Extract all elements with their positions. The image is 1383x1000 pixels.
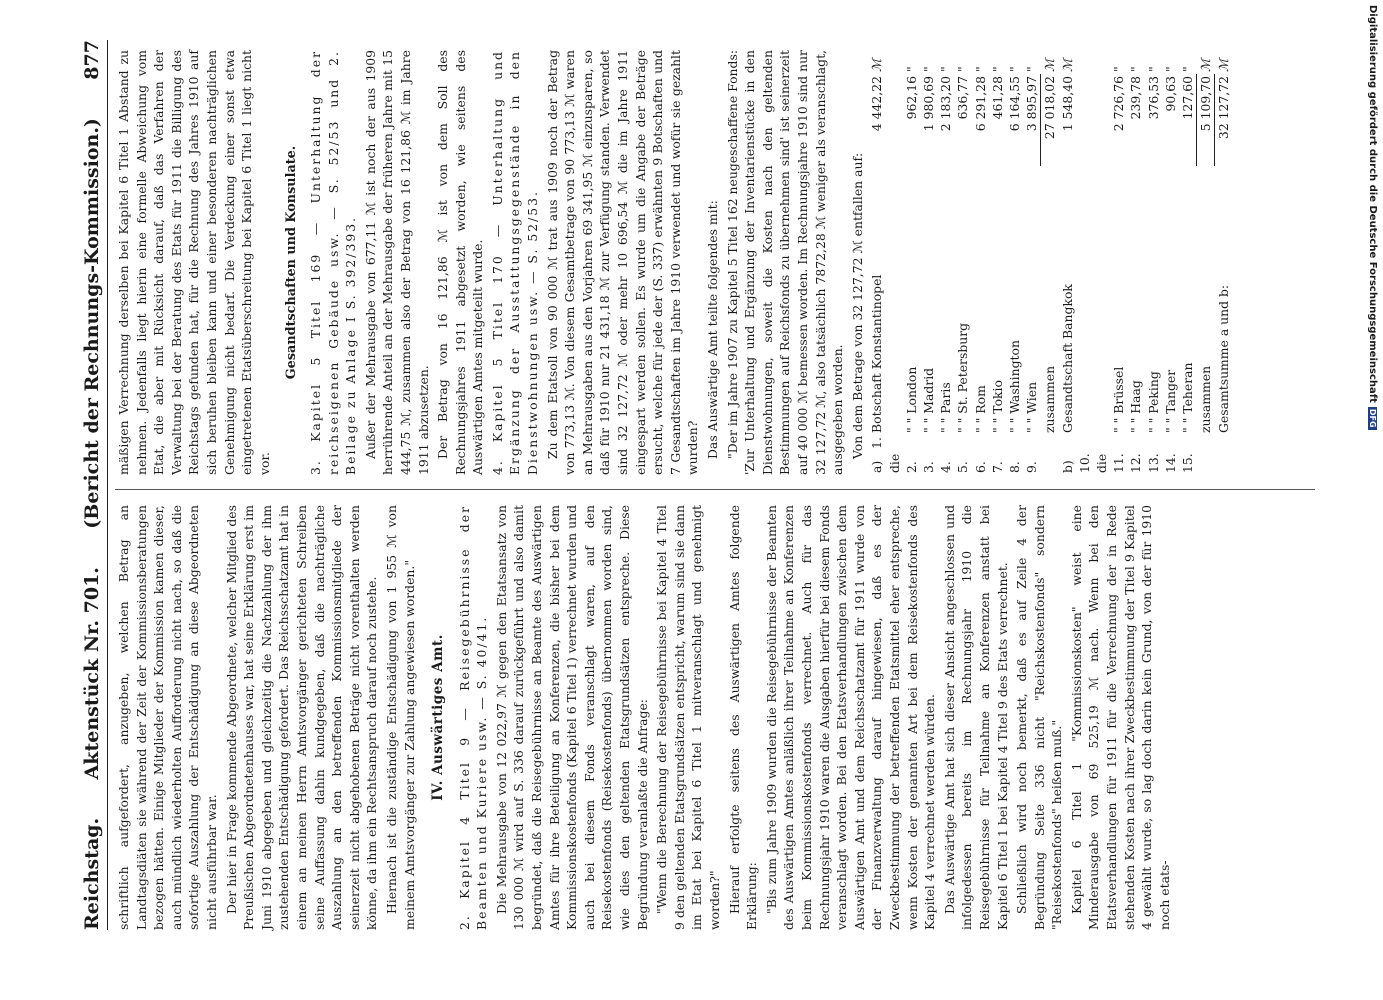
row-label xyxy=(1215,435,1233,475)
paragraph: mäßigen Verrechnung derselben bei Kapitel 6 Titel 1 Abstand zu nehmen. Jedenfalls liegt hierin eine formelle Abweichung vom Etat, die aber mit Rücksicht darauf, daß das Verfahren der Verwaltung bei der Beratung des Etats für 1911 die Billigung des Reichstags gefunden hat, für die Rechnung des Jahres 1910 auf sich beruhen bleiben kann und einer besonderen nachträglichen Genehmigung nicht bedarf. Die Verdeckung einer sonst etwa eingetretenen Etatsüberschreitung bei Kapitel 6 Titel 1 liegt nicht vor. xyxy=(116,50,272,475)
row-value: 6 291,28 xyxy=(972,76,988,132)
row-name: " " Teheran xyxy=(1180,362,1195,433)
table-row xyxy=(1006,50,1023,475)
row-unit: " xyxy=(920,66,936,72)
row-label: 11. xyxy=(1111,453,1127,473)
paragraph: Kapitel 6 Titel 1 "Kommissionskosten" weist eine Minderausgabe von 69 525,19 ℳ nach. Wenn bei den Etatsverhandlungen für 1911 für die Verrechnung der in Rede stehenden Kosten nach ihrer Zweckbestimmung der Titel 9 Kapitel 4 gewählt wurde, so lag doch darin kein Grund, von der für 1910 noch etats- xyxy=(1068,505,1172,930)
paragraph: Das Auswärtige Amt hat sich dieser Ansicht angeschlossen und infolgedessen bereits im Rechnungsjahr 1910 die Reisegebührnisse für Teilnahme an Konferenzen anstatt bei Kapitel 6 Titel 1 bei Kapitel 4 Titel 9 des Etats verrechnet. xyxy=(941,505,1010,930)
amount-table xyxy=(868,50,1232,475)
row-unit: " xyxy=(1111,66,1127,72)
row-label: 9. xyxy=(1024,461,1040,473)
paragraph: Hiernach ist die zuständige Entschädigung von 1 955 ℳ von meinem Amtsvorgänger zur Zahlung angewiesen worden." xyxy=(383,505,417,930)
table-row xyxy=(1041,50,1059,475)
row-name: " " Wien xyxy=(1024,381,1040,433)
row-name: " " Washington xyxy=(1006,340,1022,433)
row-label: 14. xyxy=(1162,453,1178,473)
row-label xyxy=(1041,435,1059,475)
row-name: " " Paris xyxy=(938,382,954,433)
row-value: 2 183,20 xyxy=(938,76,954,132)
row-unit: ℳ xyxy=(1041,58,1057,72)
row-name: " " Tanger xyxy=(1162,369,1178,433)
row-unit: " xyxy=(972,66,988,72)
row-unit: " xyxy=(1162,66,1178,72)
row-unit: " xyxy=(1024,66,1040,72)
header-left: Reichstag. xyxy=(81,817,103,930)
row-name: " " Rom xyxy=(972,385,988,433)
table-row xyxy=(1127,50,1144,475)
header-rule xyxy=(107,40,108,930)
paragraph: "Wenn die Berechnung der Reisegebührnisse bei Kapitel 4 Titel 9 den geltenden Etatsgrundsätzen entspricht, warum sind sie dann im Etat bei Kapitel 6 Titel 1 mitveranschlagt und genehmigt worden?" xyxy=(654,505,722,930)
section-heading: IV. Auswärtiges Amt. xyxy=(430,634,447,801)
row-label: 7. xyxy=(989,461,1005,473)
row-value: 90,63 xyxy=(1162,76,1178,112)
row-unit: " xyxy=(955,66,971,72)
paragraph: Die Mehrausgabe von 12 022,97 ℳ gegen den Etatsansatz von 130 000 ℳ wird auf S. 336 darauf zurückgeführt und also damit begründet, daß die Reisegebührnisse an Beamte des Auswärtigen Amtes für ihre Beteiligung an Konferenzen, die bisher bei dem Kommissionskostenfonds (Kapitel 6 Titel 1) verrechnet wurden und auch bei diesem Fonds veranschlagt waren, auf den Reisekostenfonds (Reisekostenfonds) übernommen worden sind, wie dies den geltenden Etatsgrundsätzen entspreche. Diese Begründung veranlaßte die Anfrage: xyxy=(493,505,650,930)
right-column xyxy=(115,50,1233,475)
paragraph: "Bis zum Jahre 1909 wurden die Reisegebührnisse der Beamten des Auswärtigen Amtes anläßlich ihrer Teilnahme an Konferenzen beim Kommissionskostenfonds verrechnet. Auch für das Rechnungsjahr 1910 waren die Ausgaben hierfür bei diesem Fonds veranschlagt worden. Bei den Etatsverhandlungen zwischen dem Auswärtigen Amt und dem Reichsschatzamt für 1911 wurde von der Finanzverwaltung darauf hingewiesen, daß es der Zweckbestimmung der betreffenden Etatsmittel eher entspreche, wenn Kosten der genannten Art bei dem Reisekostenfonds des Kapitel 4 verrechnet werden würden. xyxy=(763,505,938,930)
row-value: 3 895,97 xyxy=(1024,76,1040,132)
item-title: 4. Kapitel 5 Titel 170 — Unterhaltung und Ergänzung der Ausstattungsgegenstände in den Dienstwohnungen usw. — S. 52/53. xyxy=(489,50,541,475)
table-row xyxy=(1110,50,1127,475)
table-row xyxy=(903,50,920,475)
row-value: 5 109,70 xyxy=(1197,74,1215,166)
item-title: 3. Kapitel 5 Titel 169 — Unterhaltung der reichseigenen Gebäude usw. — S. 52/53 und 2. Beilage zu Anlage I S. 392/393. xyxy=(307,50,359,475)
paragraph: Zu dem Etatsoll von 90 000 ℳ trat aus 1909 noch der Betrag von 773,13 ℳ. Von diesem Gesamtbetrage von 90 773,13 ℳ waren an Mehrausgaben aus den Vorjahren 69 341,95 ℳ einzusparen, so daß für 1910 nur 21 431,18 ℳ zur Verfügung standen. Verwendet sind 32 127,72 ℳ oder mehr 10 696,54 ℳ die im Jahre 1911 eingespart werden sollen. Es wurde um die Angabe der Beträge ersucht, welche für jede der (S. 337) erwähnten 9 Botschaften und 7 Gesandtschaften im Jahre 1910 verwendet und wofür sie gezahlt wurden? xyxy=(544,50,701,475)
table-row xyxy=(989,50,1006,475)
row-name: " " Tokio xyxy=(989,380,1005,433)
header-right-title: (Bericht der Rechnungs-Kommission.) xyxy=(81,118,103,529)
row-value: 2 726,76 xyxy=(1111,76,1127,132)
table-row xyxy=(1145,50,1162,475)
paragraph: schriftlich aufgefordert, anzugeben, welchen Betrag an Landtagsdiäten sie während der Zeit der Kommissionsberatungen bezogen hätten. Einige Mitglieder der Kommission kamen dieser, auch mündlich wiederholten Aufforderung nicht nach, so daß die sofortige Auszahlung der Entschädigung an diese Abgeordneten nicht ausführbar war. xyxy=(116,505,219,930)
row-label: 4. xyxy=(938,461,954,473)
row-value: 1 980,69 xyxy=(920,76,936,132)
paragraph: Außer der Mehrausgabe von 677,11 ℳ ist noch der aus 1909 herrührende Anteil an der Mehrausgabe der früheren Jahre mit 15 444,75 ℳ, zusammen also der Betrag von 16 121,86 ℳ im Jahre 1911 abzusetzen. xyxy=(362,50,431,475)
table-row xyxy=(868,50,902,475)
row-label: 13. xyxy=(1145,453,1161,473)
document-page xyxy=(75,20,1345,960)
row-unit: " xyxy=(938,66,954,72)
left-column xyxy=(115,505,1175,930)
row-value: 27 018,02 xyxy=(1041,74,1059,166)
table-row xyxy=(954,50,971,475)
row-unit: " xyxy=(1180,66,1195,72)
row-name: Gesandtschaft Bangkok xyxy=(1059,284,1075,433)
row-unit: ℳ xyxy=(1059,58,1075,72)
row-value: 32 127,72 xyxy=(1215,74,1233,166)
row-name: " " Brüssel xyxy=(1111,366,1127,433)
row-name: Gesamtsumme a und b: xyxy=(1215,284,1231,433)
row-value: 127,60 xyxy=(1180,76,1195,120)
paragraph: Hierauf erfolgte seitens des Auswärtigen Amtes folgende Erklärung: xyxy=(726,505,760,930)
table-row xyxy=(1197,50,1215,475)
table-row xyxy=(1023,50,1041,475)
funding-sidebar xyxy=(1366,5,1380,995)
paragraph: Das Auswärtige Amt teilte folgendes mit: xyxy=(705,200,720,459)
row-unit: " xyxy=(989,66,1005,72)
row-unit: " xyxy=(1128,66,1144,72)
table-row xyxy=(920,50,937,475)
table-row xyxy=(937,50,954,475)
column-divider xyxy=(115,489,1315,490)
row-value: 376,53 xyxy=(1145,76,1161,120)
row-unit: " xyxy=(1145,66,1161,72)
page-number: 877 xyxy=(81,40,103,80)
row-value: 962,16 xyxy=(903,76,919,120)
row-value: 6 164,55 xyxy=(1006,76,1022,132)
item-title: 2. Kapitel 4 Titel 9 — Reisegebührnisse der Beamten und Kuriere usw. — S. 40/41. xyxy=(456,505,490,930)
table-row xyxy=(1059,50,1111,475)
row-unit: ℳ xyxy=(869,58,885,72)
row-label: 15. xyxy=(1180,453,1195,473)
paragraph: "Der im Jahre 1907 zu Kapitel 5 Titel 162 neugeschaffene Fonds: 'Zur Unterhaltung und Ergänzung der Inventarienstücke in den Dienstwohnungen, soweit die Kosten nach den geltenden Bestimmungen auf Reichsfonds zu übernehmen sind' ist seinerzeit auf 40 000 ℳ bemessen worden. Im Rechnungsjahre 1910 sind nur 32 127,72 ℳ, also tatsächlich 7872,28 ℳ weniger als veranschlagt, ausgegeben worden. xyxy=(724,50,846,475)
paragraph: Schließlich wird noch bemerkt, daß es auf Zeile 4 der Begründung Seite 336 nicht "Reichskostenfonds" sondern "Reisekostenfonds" heißen muß." xyxy=(1014,505,1065,930)
row-name: " " St. Petersburg xyxy=(955,322,971,433)
paragraph: Von dem Betrage von 32 127,72 ℳ entfallen auf: xyxy=(849,152,865,459)
table-row xyxy=(1162,50,1179,475)
table-row xyxy=(972,50,989,475)
row-name: " " Haag xyxy=(1128,380,1144,433)
dfg-logo: DFG xyxy=(1368,408,1378,428)
row-label: 8. xyxy=(1006,461,1022,473)
row-name: Botschaft Konstantinopel xyxy=(869,274,885,433)
header-center: Aktenstück Nr. 701. xyxy=(81,567,103,780)
page-header xyxy=(75,40,103,930)
row-label: 6. xyxy=(972,461,988,473)
row-name: zusammen xyxy=(1197,365,1213,433)
table-row xyxy=(1179,50,1197,475)
row-value: 1 548,40 xyxy=(1059,76,1075,132)
row-unit: " xyxy=(1006,66,1022,72)
row-unit: ℳ xyxy=(1215,58,1231,72)
row-unit: " xyxy=(903,66,919,72)
paragraph: Der Betrag von 16 121,86 ℳ ist von dem Soll des Rechnungsjahres 1911 abgesetzt worden, wie seitens des Auswärtigen Amtes mitgeteilt wurde. xyxy=(435,50,486,475)
row-value: 461,28 xyxy=(989,76,1005,120)
table-row xyxy=(1215,50,1233,475)
funding-note: Digitalisierung gefördert durch die Deutsche Forschungsgemeinschaft xyxy=(1367,5,1379,403)
row-label: 12. xyxy=(1128,453,1144,473)
row-value: 239,78 xyxy=(1128,76,1144,120)
row-label: b) 10. die xyxy=(1059,453,1109,473)
row-label: a) 1. die xyxy=(869,437,902,473)
row-label: 5. xyxy=(955,461,971,473)
row-value: 636,77 xyxy=(955,76,971,120)
row-name: " " London xyxy=(903,366,919,433)
subsection-heading: Gesandtschaften und Konsulate. xyxy=(284,145,300,380)
row-value: 4 442,22 xyxy=(869,76,885,132)
row-label: 3. xyxy=(920,461,936,473)
row-name: zusammen xyxy=(1041,365,1057,433)
paragraph: Der hier in Frage kommende Abgeordnete, welcher Mitglied des Preußischen Abgeordnetenhauses war, hat seine Erklärung erst im Juni 1910 abgegeben und gleichzeitig die Nachzahlung der ihm zustehenden Entschädigung gefordert. Das Reichsschatzamt hat in einem an meinen Herrn Amtsvorgänger gerichteten Schreiben seine Auffassung dahin kundgegeben, daß die nachträgliche Auszahlung an den betreffenden Kommissionsmitgliede der seinerzeit nicht abgehobenen Beträge nicht vorenthalten werden könne, da ihm ein Rechtsanspruch darauf noch zustehe. xyxy=(223,505,380,930)
row-label: 2. xyxy=(903,461,919,473)
row-unit: ℳ xyxy=(1197,58,1213,72)
row-name: " " Peking xyxy=(1145,371,1161,433)
row-label xyxy=(1197,435,1215,475)
row-name: " " Madrid xyxy=(920,367,936,433)
